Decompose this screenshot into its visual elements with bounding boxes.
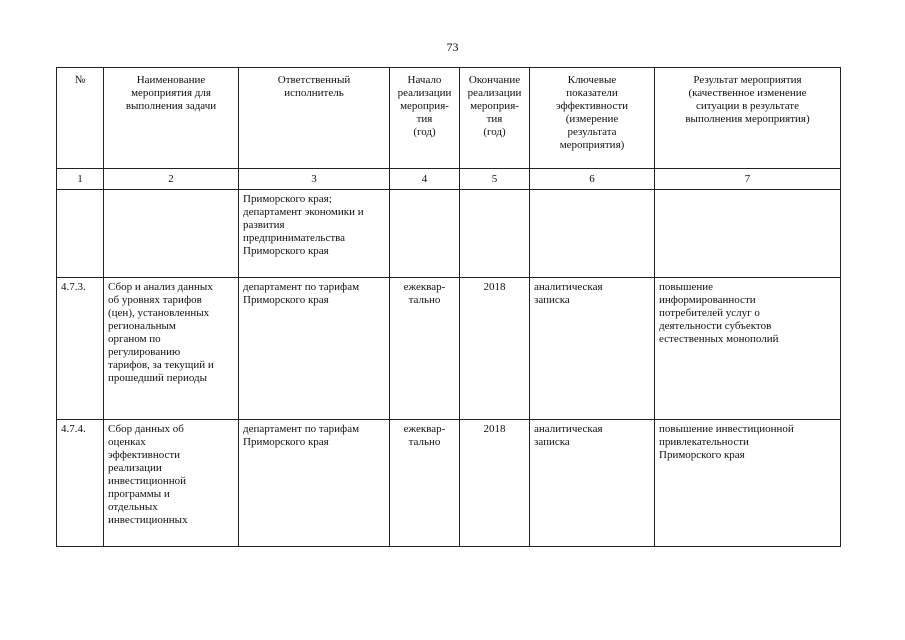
header-cell-name: Наименование мероприятия для выполнения задачи — [104, 68, 239, 169]
cell-number: 4.7.4. — [57, 420, 104, 547]
column-number: 3 — [239, 169, 390, 190]
cell-name — [104, 190, 239, 278]
column-number: 7 — [655, 169, 841, 190]
cell-name: Сбор данных об оценках эффективности реализации инвестиционной программы и отдельных инвестиционных — [104, 420, 239, 547]
page-number: 73 — [446, 40, 459, 54]
header-cell-result: Результат мероприятия (качественное изменение ситуации в результате выполнения мероприятия) — [655, 68, 841, 169]
cell-result — [655, 190, 841, 278]
cell-result: повышение информированности потребителей услуг о деятельности субъектов естественных монополий — [655, 278, 841, 420]
table-row — [57, 190, 841, 278]
cell-start: ежеквар- тально — [390, 420, 460, 547]
header-cell-end: Окончание реализации мероприя- тия (год) — [460, 68, 530, 169]
cell-executor: департамент по тарифам Приморского края — [239, 278, 390, 420]
cell-end: 2018 — [460, 278, 530, 420]
column-number: 1 — [57, 169, 104, 190]
column-number: 4 — [390, 169, 460, 190]
column-number-row — [57, 169, 841, 190]
header-cell-number: № — [57, 68, 104, 169]
column-number: 5 — [460, 169, 530, 190]
cell-indicators — [530, 190, 655, 278]
cell-number — [57, 190, 104, 278]
cell-executor: Приморского края; департамент экономики и развития предпринимательства Приморского края — [239, 190, 390, 278]
cell-end — [460, 190, 530, 278]
cell-executor: департамент по тарифам Приморского края — [239, 420, 390, 547]
cell-indicators: аналитическая записка — [530, 278, 655, 420]
table-header-row — [57, 68, 841, 169]
cell-result: повышение инвестиционной привлекательности Приморского края — [655, 420, 841, 547]
header-cell-start: Начало реализации мероприя- тия (год) — [390, 68, 460, 169]
table-row — [57, 420, 841, 547]
cell-start — [390, 190, 460, 278]
header-cell-indicators: Ключевые показатели эффективности (измерение результата мероприятия) — [530, 68, 655, 169]
cell-name: Сбор и анализ данных об уровнях тарифов (цен), установленных региональным органом по регулированию тарифов, за текущий и прошедший периоды — [104, 278, 239, 420]
column-number: 2 — [104, 169, 239, 190]
table-row — [57, 278, 841, 420]
cell-indicators: аналитическая записка — [530, 420, 655, 547]
header-cell-executor: Ответственный исполнитель — [239, 68, 390, 169]
column-number: 6 — [530, 169, 655, 190]
measures-table — [56, 67, 841, 547]
cell-start: ежеквар- тально — [390, 278, 460, 420]
cell-end: 2018 — [460, 420, 530, 547]
cell-number: 4.7.3. — [57, 278, 104, 420]
